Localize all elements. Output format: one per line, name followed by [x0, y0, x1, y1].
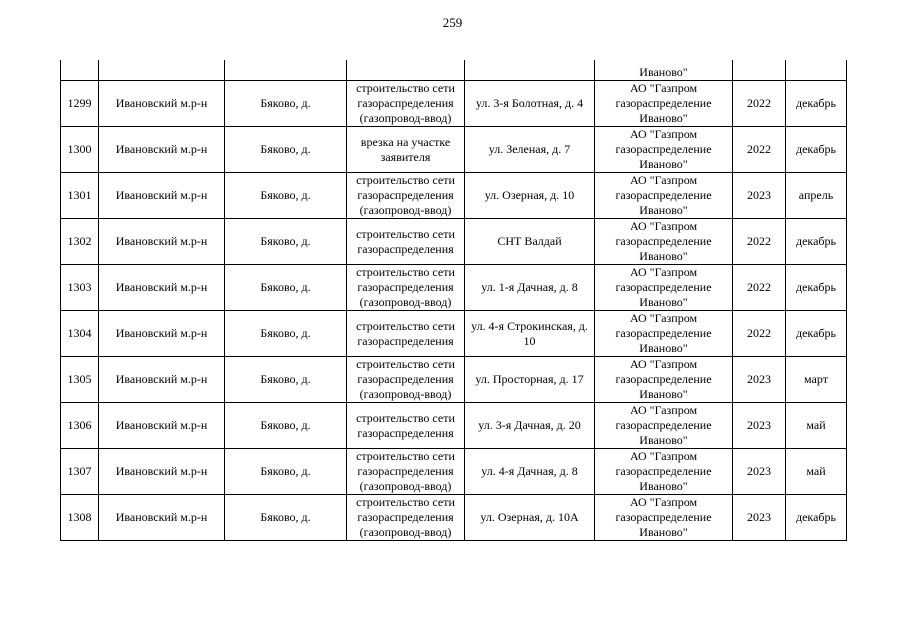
cell-address: ул. Озерная, д. 10: [465, 173, 595, 219]
cell-organization: АО "Газпром газораспределение Иваново": [595, 127, 733, 173]
cell-district: Ивановский м.р-н: [99, 311, 225, 357]
cell-organization: АО "Газпром газораспределение Иваново": [595, 495, 733, 541]
table-row: [61, 127, 847, 173]
cell-address: ул. 3-я Дачная, д. 20: [465, 403, 595, 449]
cell-work-type: строительство сети газораспределения (газопровод-ввод): [347, 81, 465, 127]
cell-district: Ивановский м.р-н: [99, 495, 225, 541]
cell-work-type: врезка на участке заявителя: [347, 127, 465, 173]
cell-locality: Бяково, д.: [225, 311, 347, 357]
cell-organization: АО "Газпром газораспределение Иваново": [595, 403, 733, 449]
cell-work-type: строительство сети газораспределения (газопровод-ввод): [347, 357, 465, 403]
table-row: [61, 403, 847, 449]
cell-organization: АО "Газпром газораспределение Иваново": [595, 311, 733, 357]
table-row: [61, 265, 847, 311]
cell-locality: Бяково, д.: [225, 495, 347, 541]
cell-month: декабрь: [786, 265, 847, 311]
cell-locality: [225, 60, 347, 81]
cell-work-type: строительство сети газораспределения (газопровод-ввод): [347, 495, 465, 541]
cell-locality: Бяково, д.: [225, 265, 347, 311]
continuation-row: [61, 60, 847, 81]
cell-organization: АО "Газпром газораспределение Иваново": [595, 81, 733, 127]
cell-address: ул. 4-я Строкинская, д. 10: [465, 311, 595, 357]
cell-month: декабрь: [786, 127, 847, 173]
cell-work-type: строительство сети газораспределения (газопровод-ввод): [347, 449, 465, 495]
table-row: [61, 173, 847, 219]
cell-month: март: [786, 357, 847, 403]
cell-num: 1308: [61, 495, 99, 541]
cell-address: ул. 3-я Болотная, д. 4: [465, 81, 595, 127]
cell-month: декабрь: [786, 495, 847, 541]
cell-district: Ивановский м.р-н: [99, 449, 225, 495]
cell-organization: АО "Газпром газораспределение Иваново": [595, 219, 733, 265]
cell-num: 1306: [61, 403, 99, 449]
cell-organization: АО "Газпром газораспределение Иваново": [595, 265, 733, 311]
table-body: [61, 60, 847, 541]
cell-district: [99, 60, 225, 81]
table-row: [61, 357, 847, 403]
page-number: 259: [442, 15, 463, 30]
cell-year: 2022: [733, 81, 786, 127]
cell-locality: Бяково, д.: [225, 449, 347, 495]
cell-month: май: [786, 403, 847, 449]
cell-work-type: [347, 60, 465, 81]
cell-locality: Бяково, д.: [225, 219, 347, 265]
cell-organization: АО "Газпром газораспределение Иваново": [595, 357, 733, 403]
cell-district: Ивановский м.р-н: [99, 403, 225, 449]
cell-work-type: строительство сети газораспределения (газопровод-ввод): [347, 173, 465, 219]
cell-work-type: строительство сети газораспределения: [347, 219, 465, 265]
cell-num: [61, 60, 99, 81]
cell-num: 1300: [61, 127, 99, 173]
cell-locality: Бяково, д.: [225, 173, 347, 219]
cell-address: ул. Просторная, д. 17: [465, 357, 595, 403]
cell-district: Ивановский м.р-н: [99, 81, 225, 127]
cell-month: декабрь: [786, 311, 847, 357]
cell-address: [465, 60, 595, 81]
cell-district: Ивановский м.р-н: [99, 127, 225, 173]
cell-district: Ивановский м.р-н: [99, 357, 225, 403]
cell-work-type: строительство сети газораспределения: [347, 311, 465, 357]
cell-month: апрель: [786, 173, 847, 219]
cell-address: ул. Зеленая, д. 7: [465, 127, 595, 173]
cell-work-type: строительство сети газораспределения (газопровод-ввод): [347, 265, 465, 311]
cell-address: СНТ Валдай: [465, 219, 595, 265]
table-row: [61, 449, 847, 495]
cell-year: 2023: [733, 495, 786, 541]
cell-address: ул. 4-я Дачная, д. 8: [465, 449, 595, 495]
cell-year: 2023: [733, 403, 786, 449]
table-row: [61, 81, 847, 127]
cell-num: 1301: [61, 173, 99, 219]
cell-year: 2022: [733, 311, 786, 357]
cell-address: ул. Озерная, д. 10А: [465, 495, 595, 541]
cell-num: 1305: [61, 357, 99, 403]
cell-num: 1302: [61, 219, 99, 265]
cell-year: 2022: [733, 265, 786, 311]
cell-organization: Иваново": [595, 60, 733, 81]
cell-year: 2023: [733, 173, 786, 219]
cell-district: Ивановский м.р-н: [99, 173, 225, 219]
cell-year: 2022: [733, 127, 786, 173]
cell-year: 2023: [733, 449, 786, 495]
cell-num: 1307: [61, 449, 99, 495]
cell-month: [786, 60, 847, 81]
cell-locality: Бяково, д.: [225, 403, 347, 449]
cell-work-type: строительство сети газораспределения: [347, 403, 465, 449]
cell-locality: Бяково, д.: [225, 81, 347, 127]
table-row: [61, 495, 847, 541]
cell-num: 1299: [61, 81, 99, 127]
cell-num: 1303: [61, 265, 99, 311]
cell-num: 1304: [61, 311, 99, 357]
cell-locality: Бяково, д.: [225, 127, 347, 173]
cell-month: декабрь: [786, 219, 847, 265]
table-row: [61, 219, 847, 265]
gasification-table: [60, 60, 847, 541]
cell-month: декабрь: [786, 81, 847, 127]
cell-address: ул. 1-я Дачная, д. 8: [465, 265, 595, 311]
cell-district: Ивановский м.р-н: [99, 219, 225, 265]
cell-organization: АО "Газпром газораспределение Иваново": [595, 173, 733, 219]
table-row: [61, 311, 847, 357]
cell-organization: АО "Газпром газораспределение Иваново": [595, 449, 733, 495]
cell-locality: Бяково, д.: [225, 357, 347, 403]
cell-district: Ивановский м.р-н: [99, 265, 225, 311]
cell-month: май: [786, 449, 847, 495]
cell-year: 2023: [733, 357, 786, 403]
cell-year: 2022: [733, 219, 786, 265]
cell-year: [733, 60, 786, 81]
